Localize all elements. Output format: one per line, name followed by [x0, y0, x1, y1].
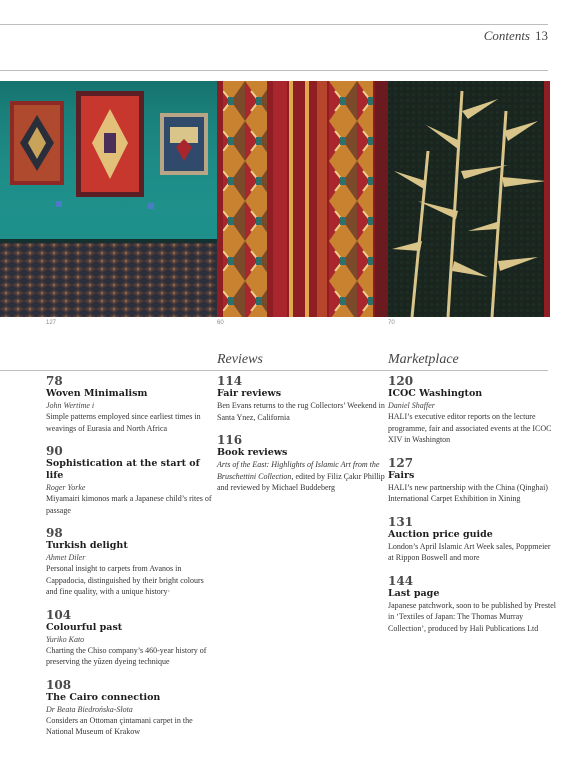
- entry-title[interactable]: Fair reviews: [217, 388, 282, 399]
- contents-entry[interactable]: [388, 575, 556, 635]
- caption-photo-2: 60: [217, 320, 224, 326]
- caption-photo-3: 70: [388, 320, 395, 326]
- entry-page-number: 104: [46, 607, 72, 622]
- contents-entry[interactable]: [217, 434, 385, 494]
- entry-page-number: 131: [388, 514, 414, 529]
- entry-page-number: 116: [217, 433, 243, 447]
- section-title-marketplace: Marketplace: [388, 352, 459, 367]
- entry-page-number: 90: [46, 444, 63, 458]
- entry-description: Miyamairi kimonos mark a Japanese child’s rites of passage: [46, 494, 212, 515]
- entry-author: Roger Yorke: [46, 483, 86, 492]
- entry-description: Japanese patchwork, soon to be published by Prestel in ‘Textiles of Japan: The Thomas Murray Collection’, produced by Hali Publications Ltd: [388, 600, 556, 633]
- entry-author: Yuriko Kato: [46, 634, 85, 644]
- entry-title[interactable]: Woven Minimalism: [46, 388, 148, 399]
- photo-bamboo-kimono[interactable]: [388, 81, 550, 317]
- entry-page-number: 127: [388, 455, 414, 470]
- entry-book-title: Arts of the East: Highlights of Islamic Art from the Bruschettini Collection: [217, 460, 380, 481]
- entry-description: HALI’s executive editor reports on the lecture programme, fair and associated events at the ICOC XIV in Washington: [388, 412, 552, 444]
- entry-page-number: 108: [46, 677, 72, 692]
- contents-entry[interactable]: [217, 375, 385, 423]
- entry-book-credit: , edited by Filiz Çakır Phillip and reviewed by Michael Buddeberg: [217, 471, 385, 492]
- section-rule: [0, 370, 548, 371]
- entry-description: [217, 459, 385, 494]
- entry-title[interactable]: Auction price guide: [388, 528, 493, 540]
- entry-title[interactable]: Fairs: [388, 469, 415, 481]
- entry-author: Ahmet Diler: [46, 553, 86, 562]
- entry-description: Ben Evans returns to the rug Collectors’ Weekend in Santa Ynez, California: [217, 401, 385, 422]
- entry-title[interactable]: Sophistication at the start of life: [46, 458, 200, 481]
- entry-author: Daniel Shaffer: [388, 401, 435, 410]
- contents-entry[interactable]: [46, 445, 214, 516]
- contents-entry[interactable]: [46, 609, 214, 668]
- page-number: 13: [535, 28, 548, 43]
- section-title-reviews: Reviews: [217, 352, 263, 367]
- contents-entry[interactable]: [388, 516, 556, 564]
- contents-column-reviews: [217, 375, 385, 505]
- entry-title[interactable]: Colourful past: [46, 621, 123, 633]
- entry-page-number: 144: [388, 573, 414, 588]
- contents-entry[interactable]: [46, 375, 214, 434]
- header-section-title: Contents: [483, 28, 530, 43]
- entry-page-number: 120: [388, 374, 414, 388]
- contents-column-marketplace: [388, 375, 556, 645]
- entry-title[interactable]: Last page: [388, 587, 440, 599]
- entry-description: London’s April Islamic Art Week sales, Poppmeier at Rippon Boswell and more: [388, 541, 551, 562]
- entry-title[interactable]: The Cairo connection: [46, 691, 161, 703]
- entry-title[interactable]: ICOC Washington: [388, 388, 483, 399]
- entry-description: Charting the Chiso company’s 460-year history of preserving the yūzen dyeing technique: [46, 645, 207, 666]
- entry-description: Considers an Ottoman çintamani carpet in the National Museum of Krakow: [46, 715, 193, 736]
- entry-page-number: 98: [46, 526, 63, 540]
- contents-column-features: [46, 375, 214, 749]
- entry-page-number: 114: [217, 374, 243, 388]
- entry-description: Personal insight to carpets from Avanos in Cappadocia, distinguished by their bright colours and fine quality, with a unique history·: [46, 564, 204, 596]
- entry-title[interactable]: Book reviews: [217, 447, 288, 458]
- photo-kilim-textile[interactable]: [217, 81, 388, 317]
- contents-entry[interactable]: [46, 679, 214, 738]
- entry-description: Simple patterns employed since earliest times in weavings of Eurasia and North Africa: [46, 412, 201, 433]
- caption-photo-1: 127: [46, 320, 57, 326]
- contents-entry[interactable]: [388, 375, 556, 446]
- contents-entry[interactable]: [46, 527, 214, 598]
- header-bottom-rule: [0, 70, 548, 71]
- photo-gallery-rugs[interactable]: [0, 81, 217, 317]
- header-top-rule: [0, 24, 548, 25]
- entry-description: HALI’s new partnership with the China (Qinghai) International Carpet Exhibition in Xining: [388, 482, 548, 503]
- entry-page-number: 78: [46, 374, 63, 388]
- contents-entry[interactable]: [388, 457, 556, 505]
- entry-title[interactable]: Turkish delight: [46, 540, 128, 551]
- entry-author: Dr Beata Biedrońska-Słota: [46, 704, 133, 714]
- entry-author: John Wertime i: [46, 401, 95, 410]
